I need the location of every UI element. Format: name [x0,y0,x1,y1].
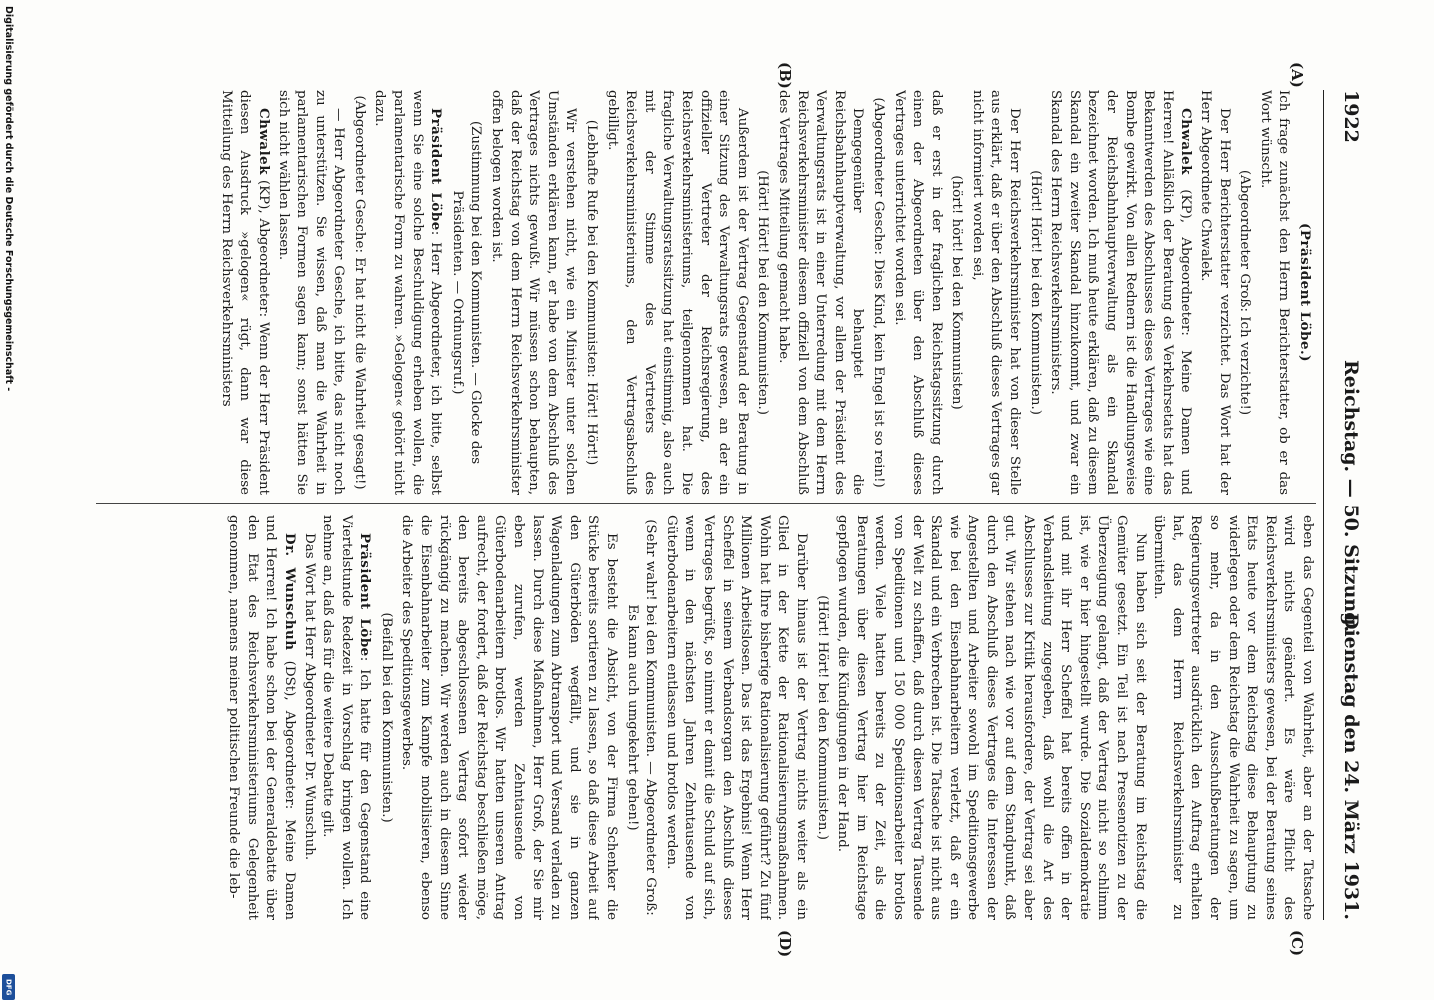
paragraph [1046,90,1196,495]
paragraph [967,90,1023,495]
interjection-text: (Zustimmung bei den Kommunisten. — Glocke des Präsidenten. — Ordnungsruf.) [449,120,484,465]
speaker-name: Dr. Wunschuh [281,533,298,651]
interjection [947,90,966,495]
margin-marker-d: (D) [776,930,794,958]
interjection-text: (Hört! Hört! bei den Kommunisten.) [755,170,771,415]
paragraph [833,515,1149,920]
paragraph-text: Das Wort hat Herr Abgeordneter Dr. Wunschuh. [301,533,317,861]
paragraph [224,515,299,920]
margin-marker-a: (A) [1288,62,1306,88]
interjection-text: (Abgeordneter Gesche: Er hat nicht die Wahrheit gesagt!) [351,95,367,490]
paragraph-text: Der Herr Berichterstatter verzichtet. Das Wort hat der Herr Abgeordnete Chwalek. [1198,90,1232,495]
paragraph [773,90,866,495]
paragraph-text: (DSt), Abgeordneter: Meine Damen und Herren! Ich habe schon bei der Generaldebatte über den Etat des Reichsverkehrsministeriums Gelegenheit genommen, namens meiner politischen Freunde die leb- [226,515,297,920]
paragraph [216,90,273,495]
digitization-credit: Digitalisierung gefördert durch die Deutsche Forschungsgemeinschaft - [3,6,14,392]
paragraph-text: daß er erst in der fraglichen Reichstagssitzung durch einen der Abgeordneten über den Abschluß dieses Vertrages unterrichtet worden sei. [891,90,944,495]
page-title: Reichstag. — 50. Sitzung. [1340,360,1362,633]
interjection [447,90,484,495]
paragraph-text: Ich frage zunächst den Herrn Berichterstatter, ob er das Wort wünscht. [1257,90,1292,495]
interjection [812,515,831,920]
interjection-text: (Hört! Hört! bei den Kommunisten.) [1027,170,1043,415]
paragraph-text: Wir verstehen nicht, wie ein Minister unter solchen Umständen erklären kann, er habe von dem Abschluß des Vertrages nichts gewußt. Wir müssen schon behaupten, daß der Reichstag von dem Herrn Reichsverkehrsminister offen belogen worden ist. [489,90,579,495]
paragraph [661,515,810,920]
interjection [1235,90,1254,495]
paragraph-text: eben das Gegenteil von Wahrheit, aber an der Tatsache wird nichts geändert. Es wäre Pflicht des Reichsverkehrsministers gewesen, bei der Beratung seines Etats heute vor dem Reichstag diese Behauptung zu widerlegen oder dem Reichstag die Wahrheit zu sagen, um so mehr, da in den Ausschußberatungen der Regierungsvertreter ausdrücklich den Auftrag erhalten hat, das dem Herrn Reichsverkehrsminister zu übermitteln. [1151,515,1315,920]
speaker-name: Chwalek [1178,108,1195,175]
header-rule [1323,90,1324,920]
interjection [868,90,887,495]
interjection-text: (hört! hört! bei den Kommunisten) [949,175,965,410]
column-divider [96,503,1316,504]
interjection-text: (Lebhafte Rufe bei den Kommunisten: Hört! Hört!) [584,119,600,466]
paragraph [486,90,579,495]
interjection [349,90,368,495]
speaker-name: Präsident Löbe [428,108,445,231]
digitization-credit-strip [1,6,15,996]
interjection [1294,90,1314,495]
session-date: Dienstag den 24. März 1931. [1340,612,1362,920]
dfg-logo-icon: DFG [2,974,15,1000]
paragraph-text: : Ich hatte für den Gegenstand eine Viertelstunde Redezeit in Vorschlag bringen wollen. Ich nehme an, daß das für die weitere Debatte gilt. [320,515,373,920]
page-number: 1922 [1340,90,1362,143]
paragraph-text: Außerdem ist der Vertrag Gegenstand der Beratung in einer Sitzung des Verwaltungsrats gewesen, an der ein offizieller Vertreter der Reichsregierung, des Reichsverkehrsministeriums, teilgenommen hat. Die fragliche Verwaltungsratssitzung hat einstimmig, also auch mit der Stimme des Vertreters des Reichsverkehrsministeriums, den Vertragsabschluß gebilligt. [604,90,750,495]
paragraph-text: : Herr Abgeordneter, ich bitte, selbst wenn Sie eine solche Beschuldigung erheben wollen, die parlamentarische Form zu wahren. »Gelogen« gehört nicht dazu. [372,90,444,495]
text-column-left [86,90,1316,495]
margin-marker-c: (C) [1288,930,1306,957]
paragraph [602,90,751,495]
paragraph-text: — Herr Abgeordneter Gesche, ich bitte, das nicht noch zu unterstützen. Sie wissen, daß man die Wahrheit in parlamentarischen Formen sagen kann; sonst hätten Sie sich nicht wählen lassen. [275,90,347,495]
paragraph-text: Es besteht die Absicht, von der Firma Schenker die Stücke bereits sortieren zu lassen, so daß diese Arbeit auf den Güterböden wegfällt, und sie in ganzen Wagenladungen zum Abtransport und Versand verladen zu lassen. Durch diese Maßnahmen, Herr Groß, der Sie mir eben zurufen, werden Zehntausende von Güterbodenarbeitern brotlos. Wir hatten unseren Antrag aufrecht, der fordert, daß der Reichstag beschließen möge, den bereits abgeschlossenen Vertrag sofort wieder rückgängig zu machen. Wir werden auch in diesem Sinne die Eisenbahnarbeiter zum Kampfe mobilisieren, ebenso die Arbeiter des Speditionsgewerbes. [399,515,620,920]
interjection-text: (Beifall bei den Kommunisten.) [378,612,394,823]
paragraph [1195,90,1232,495]
paragraph [299,515,318,920]
paragraph [397,515,620,920]
paragraph [1149,515,1316,920]
interjection-text: (Abgeordneter Gesche: Dies Kind, kein Engel ist so rein!) [870,97,886,488]
paragraph [273,90,347,495]
paragraph-text: Demgegenüber behauptet die Reichsbahnhauptverwaltung, vor allem der Präsident des Verwaltungsrats ist in einer Unterredung mit dem Herrn Reichsverkehrsminister diesem offiziell von dem Abschluß des Vertrages Mitteilung gemacht habe. [775,90,866,495]
text-column-right [86,515,1316,920]
speaker-name: Präsident Löbe [357,533,374,657]
paragraph-text: (KP), Abgeordneter: Wenn der Herr Präsident diesen Ausdruck »gelogen« rügt, dann war diese Mitteilung des Herrn Reichsverkehrsministers [218,90,271,495]
paragraph [318,515,375,920]
running-head [1328,90,1362,920]
interjection-text: (Abgeordneter Groß: Ich verzichte!) [1237,169,1253,416]
paragraph-text: Nun haben sich seit der Beratung im Reichstag die Gemüter gesetzt. Ein Teil ist nach Pressenotizen zu der Überzeugung gelangt, daß der Vertrag nicht so schlimm ist, wie er hier hingestellt wurde. Die Sozialdemokratie und mit ihr Herr Scheffel hat bereits offen in der Verbandsleitung zugegeben, daß wohl die Art des Abschlusses zur Kritik herausfordere, der Vertrag sei aber gut. Wir stehen nach wie vor auf dem Standpunkt, daß durch den Abschluß dieses Vertrages die Interessen der Angestellten und Arbeiter sowohl im Speditionsgewerbe wie bei den Eisenbahnarbeitern verletzt, daß er ein Skandal und ein Verbrechen ist. Die Tatsache ist nicht aus der Welt zu schaffen, daß durch diesen Vertrag Tausende von Speditionen und 150 000 Speditionsarbeiter brotlos werden. Viele hatten bereits zu der Zeit, als die Beratungen über diesen Vertrag hier im Reichstage gepflogen wurden, die Kündigungen in der Hand. [835,515,1148,920]
interjection [581,90,600,495]
interjection-text: (Hört! Hört! bei den Kommunisten.) [814,595,830,840]
paragraph [370,90,445,495]
interjection [376,515,395,920]
speaker-name: Chwalek [255,108,272,175]
paragraph-text: Der Herr Reichsverkehrsminister hat von dieser Stelle aus erklärt, daß er über den Abschluß dieses Vertrages gar nicht informiert worden sei, [969,90,1023,495]
interjection [622,515,659,920]
paragraph [1255,90,1292,495]
margin-marker-b: (B) [776,62,794,89]
paragraph-text: (KP), Abgeordneter: Meine Damen und Herren! Anläßlich der Beratung des Verkehrsetats hat das Bekanntwerden des Abschlusses dieses Vertrages wie eine Bombe gewirkt. Von allen Rednern ist die Handlungsweise der Reichsbahnhauptverwaltung als ein Skandal bezeichnet worden. Ich muß heute erklären, daß zu diesem Skandal ein zweiter Skandal hinzukommt, und zwar ein Skandal des Herrn Reichsverkehrsministers. [1048,90,1194,495]
interjection [1025,90,1044,495]
paragraph [889,90,945,495]
speaker-name: (Präsident Löbe.) [1297,223,1313,362]
paragraph-text: Darüber hinaus ist der Vertrag nichts weiter als ein Glied in der Kette der Rationalisierungsmaßnahmen. Wohin hat Ihre bisherige Rationalisierung geführt? Zu fünf Millionen Arbeitslosen. Das ist das Ergebnis! Wenn Herr Scheffel in seinem Verbandsorgan den Abschluß dieses Vertrages begrüßt, so nimmt er damit die Schuld auf sich, wenn in den nächsten Jahren Zehntausende von Güterbodenarbeitern entlassen und brotlos werden. [663,515,809,920]
interjection-text: (Sehr wahr! bei den Kommunisten. — Abgeordneter Groß: Es kann auch umgekehrt gehen!) [624,519,659,916]
interjection [753,90,772,495]
